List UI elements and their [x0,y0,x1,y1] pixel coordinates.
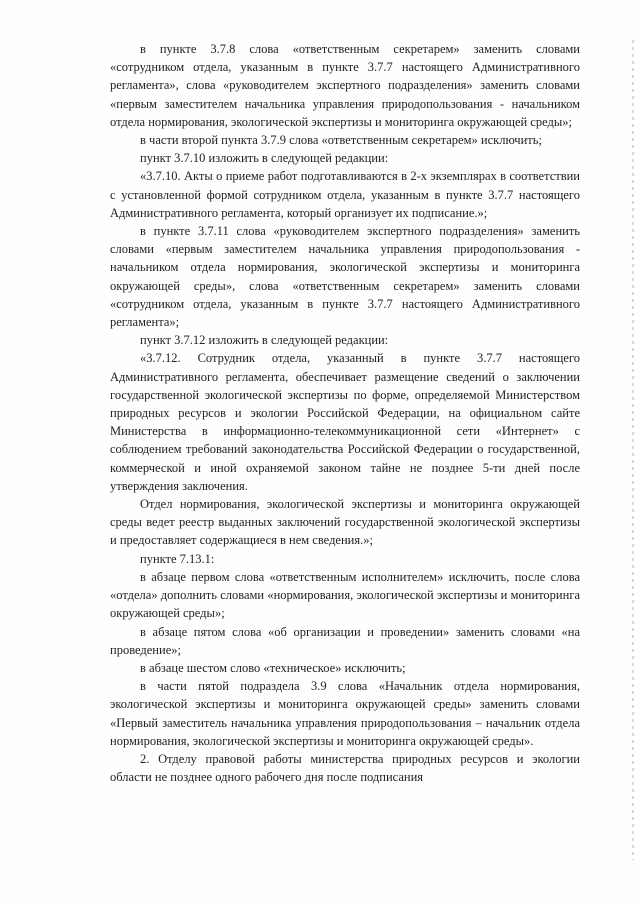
paragraph-7: «3.7.12. Сотрудник отдела, указанный в пункте 3.7.7 настоящего Административного регламента, обеспечивает размещение сведений о заключении государственной экологической экспертизы по форме, определяемой Министерством природных ресурсов и экологии Российской Федерации, на официальном сайте Министерства в информационно-телекоммуникационной сети «Интернет» с соблюдением требований законодательства Российской Федерации о государственной, коммерческой и иной охраняемой законом тайне не позднее 5-ти дней после утверждения заключения. [110,351,580,493]
paragraph-1: в пункте 3.7.8 слова «ответственным секретарем» заменить словами «сотрудником отдела, указанным в пункте 3.7.7 настоящего Административного регламента», слова «руководителем экспертного подразделения» заменить словами «первым заместителем начальника управления природопользования - начальником отдела нормирования, экологической экспертизы и мониторинга окружающей среды»; [110,42,580,129]
paragraph-10: в абзаце первом слова «ответственным исполнителем» исключить, после слова «отдела» дополнить словами «нормирования, экологической экспертизы и мониторинга окружающей среды»; [110,569,580,621]
paragraph-14: 2. Отделу правовой работы министерства природных ресурсов и экологии области не позднее одного рабочего дня после подписания [110,751,580,785]
paragraph-5: в пункте 3.7.11 слова «руководителем экспертного подразделения» заменить словами «первым заместителем начальника управления природопользования - начальником отдела нормирования, экологической экспертизы и мониторинга окружающей среды», слова «ответственным секретарем» заменить словами «сотрудником отдела, указанным в пункте 3.7.7 настоящего Административного регламента»; [110,224,580,330]
paragraph-3: пункт 3.7.10 изложить в следующей редакции: [140,151,389,166]
paragraph-13: в части пятой подраздела 3.9 слова «Начальник отдела нормирования, экологической экспертизы и мониторинга окружающей среды» заменить словами «Первый заместитель начальника управления природопользования – начальник отдела нормирования, экологической экспертизы и мониторинга окружающей среды». [110,679,580,748]
paragraph-6: пункт 3.7.12 изложить в следующей редакции: [140,333,389,348]
scan-edge [632,40,634,860]
paragraph-12: в абзаце шестом слово «техническое» исключить; [140,660,406,675]
paragraph-11: в абзаце пятом слова «об организации и проведении» заменить словами «на проведение»; [110,624,580,657]
paragraph-2: в части второй пункта 3.7.9 слова «ответственным секретарем» исключить; [140,133,542,148]
document-page [110,40,580,786]
paragraph-9: пункте 7.13.1: [140,551,215,566]
paragraph-8: Отдел нормирования, экологической экспертизы и мониторинга окружающей среды ведет реестр выданных заключений государственной экологической экспертизы и предоставляет содержащиеся в нем сведения.»; [110,497,580,548]
paragraph-4: «3.7.10. Акты о приеме работ подготавливаются в 2-х экземплярах в соответствии с установленной формой сотрудником отдела, указанным в пункте 3.7.7 настоящего Административного регламента, который организует их подписание.»; [110,169,580,220]
